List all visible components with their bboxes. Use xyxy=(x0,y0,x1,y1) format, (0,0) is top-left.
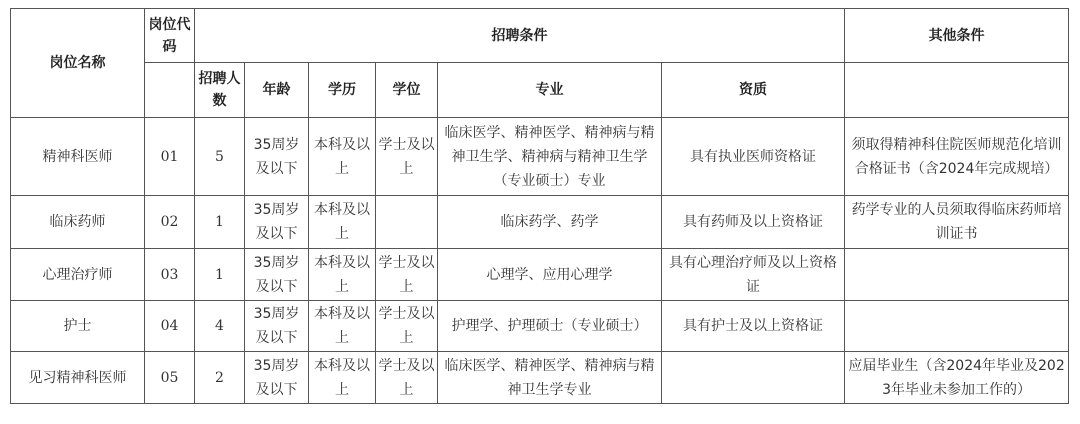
cell-code: 05 xyxy=(145,352,195,404)
cell-major: 临床药学、药学 xyxy=(438,196,662,249)
cell-education: 本科及以上 xyxy=(309,301,376,352)
cell-degree: 学士及以上 xyxy=(376,352,438,404)
cell-count: 5 xyxy=(195,118,245,196)
cell-education: 本科及以上 xyxy=(309,118,376,196)
cell-major: 临床医学、精神医学、精神病与精神卫生学、精神病与精神卫生学（专业硕士）专业 xyxy=(438,118,662,196)
cell-age: 35周岁及以下 xyxy=(245,352,309,404)
cell-education: 本科及以上 xyxy=(309,352,376,404)
cell-qualification: 具有执业医师资格证 xyxy=(662,118,845,196)
cell-other: 药学专业的人员须取得临床药师培训证书 xyxy=(845,196,1069,249)
header-count: 招聘人数 xyxy=(195,63,245,118)
cell-code: 01 xyxy=(145,118,195,196)
cell-other: 应届毕业生（含2024年毕业及2023年毕业未参加工作的） xyxy=(845,352,1069,404)
cell-degree: 学士及以上 xyxy=(376,249,438,301)
table-row xyxy=(11,118,1069,196)
recruitment-table xyxy=(10,8,1069,404)
cell-education: 本科及以上 xyxy=(309,249,376,301)
header-position-code: 岗位代码 xyxy=(145,9,195,63)
header-position-name: 岗位名称 xyxy=(11,9,145,118)
table-row xyxy=(11,352,1069,404)
table-row xyxy=(11,301,1069,352)
header-row-top xyxy=(11,9,1069,63)
header-conditions: 招聘条件 xyxy=(195,9,845,63)
header-qualification: 资质 xyxy=(662,63,845,118)
cell-age: 35周岁及以下 xyxy=(245,196,309,249)
cell-major: 护理学、护理硕士（专业硕士） xyxy=(438,301,662,352)
cell-age: 35周岁及以下 xyxy=(245,118,309,196)
cell-other xyxy=(845,301,1069,352)
header-education: 学历 xyxy=(309,63,376,118)
cell-other: 须取得精神科住院医师规范化培训合格证书（含2024年完成规培） xyxy=(845,118,1069,196)
header-code-blank xyxy=(145,63,195,118)
cell-code: 03 xyxy=(145,249,195,301)
header-row-sub xyxy=(11,63,1069,118)
cell-age: 35周岁及以下 xyxy=(245,301,309,352)
cell-qualification: 具有药师及以上资格证 xyxy=(662,196,845,249)
cell-count: 2 xyxy=(195,352,245,404)
cell-count: 1 xyxy=(195,249,245,301)
cell-count: 1 xyxy=(195,196,245,249)
cell-degree: 学士及以上 xyxy=(376,118,438,196)
cell-code: 02 xyxy=(145,196,195,249)
cell-qualification xyxy=(662,352,845,404)
cell-code: 04 xyxy=(145,301,195,352)
cell-degree xyxy=(376,196,438,249)
cell-degree: 学士及以上 xyxy=(376,301,438,352)
header-degree: 学位 xyxy=(376,63,438,118)
header-age: 年龄 xyxy=(245,63,309,118)
cell-major: 心理学、应用心理学 xyxy=(438,249,662,301)
header-major: 专业 xyxy=(438,63,662,118)
cell-name: 精神科医师 xyxy=(11,118,145,196)
header-other: 其他条件 xyxy=(845,9,1069,63)
cell-name: 见习精神科医师 xyxy=(11,352,145,404)
table-row xyxy=(11,249,1069,301)
cell-name: 临床药师 xyxy=(11,196,145,249)
cell-age: 35周岁及以下 xyxy=(245,249,309,301)
cell-education: 本科及以上 xyxy=(309,196,376,249)
cell-name: 心理治疗师 xyxy=(11,249,145,301)
cell-other xyxy=(845,249,1069,301)
cell-major: 临床医学、精神医学、精神病与精神卫生学专业 xyxy=(438,352,662,404)
cell-count: 4 xyxy=(195,301,245,352)
cell-qualification: 具有护士及以上资格证 xyxy=(662,301,845,352)
header-other-blank xyxy=(845,63,1069,118)
cell-qualification: 具有心理治疗师及以上资格证 xyxy=(662,249,845,301)
cell-name: 护士 xyxy=(11,301,145,352)
table-row xyxy=(11,196,1069,249)
